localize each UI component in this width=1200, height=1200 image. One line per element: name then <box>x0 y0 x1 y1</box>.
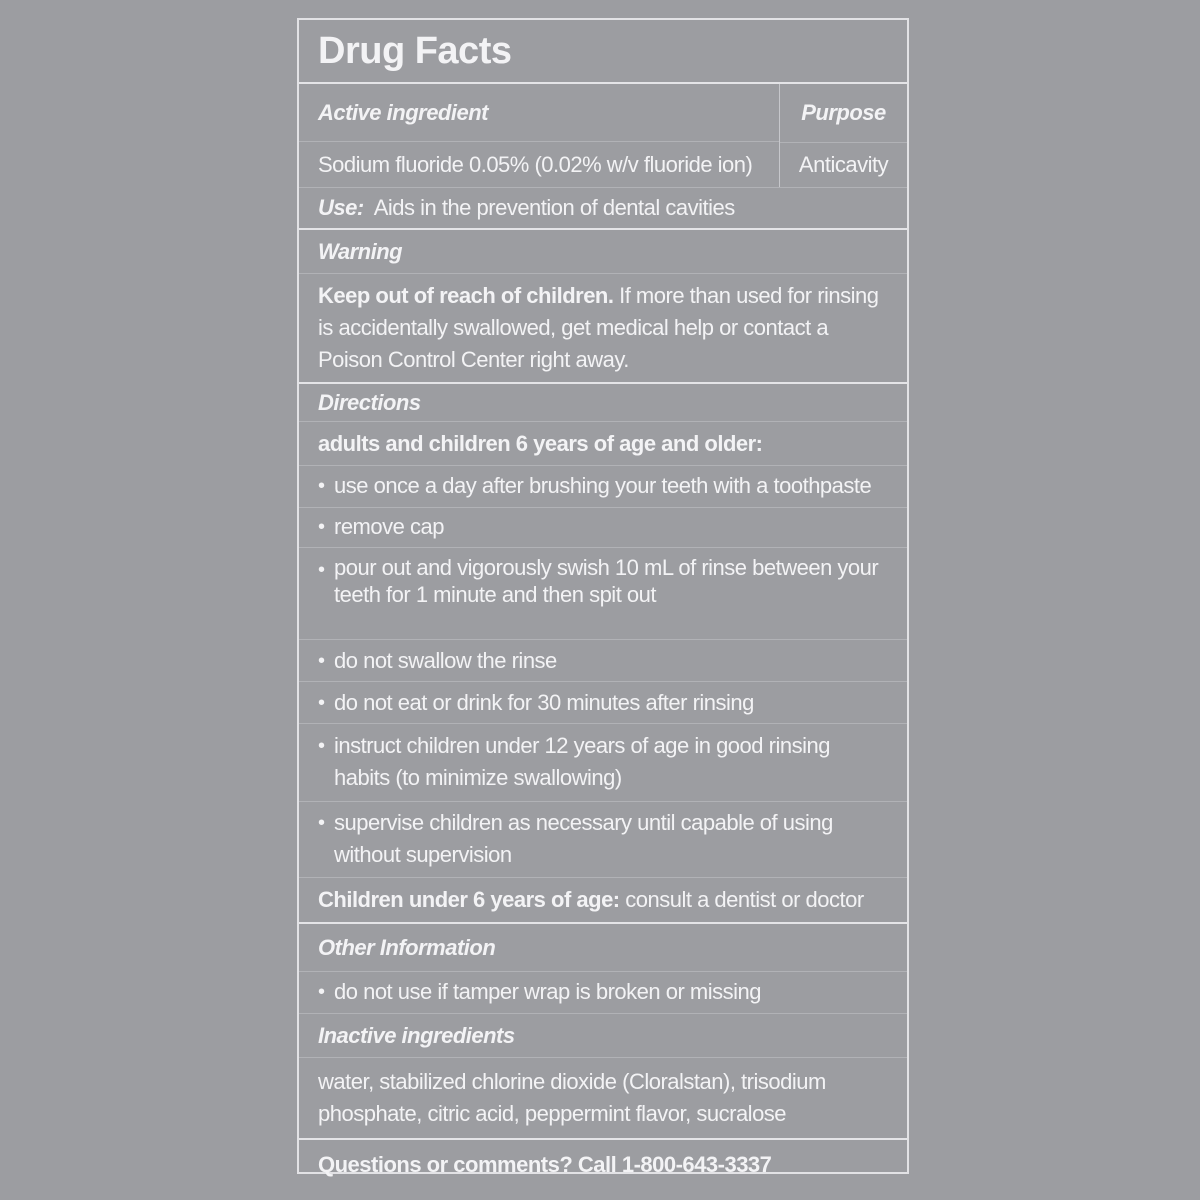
direction-item: do not eat or drink for 30 minutes after rinsing <box>334 690 754 715</box>
directions-heading: Directions <box>318 389 421 415</box>
bullet-icon: • <box>318 650 326 672</box>
direction-item: pour out and vigorously swish 10 mL of rinse between your teeth for 1 minute and then spit out <box>334 555 879 607</box>
list-item <box>299 466 907 508</box>
warning-text: If more than used for rinsing is accidentally swallowed, get medical help or contact a Poison Control Center right away. <box>318 283 879 372</box>
bullet-icon: • <box>318 559 326 581</box>
drug-facts-panel <box>297 18 909 1177</box>
other-info-item: do not use if tamper wrap is broken or missing <box>334 979 761 1004</box>
title-row <box>299 20 907 84</box>
use-text: Aids in the prevention of dental cavities <box>373 195 735 220</box>
other-info-heading: Other Information <box>318 934 496 960</box>
bullet-icon: • <box>318 692 326 714</box>
bullet-icon: • <box>318 475 326 497</box>
direction-item: supervise children as necessary until capable of using without supervision <box>334 810 833 867</box>
list-item <box>299 548 907 640</box>
directions-adults: adults and children 6 years of age and older: <box>318 430 763 456</box>
other-info-heading-row <box>299 924 907 972</box>
children-bold: Children under 6 years of age: <box>318 887 620 912</box>
bullet-icon: • <box>318 981 326 1003</box>
inactive-heading-row <box>299 1014 907 1058</box>
bullet-icon: • <box>318 812 326 834</box>
list-item <box>299 724 907 802</box>
use-row <box>299 188 907 230</box>
warning-paragraph <box>318 280 896 376</box>
children-text: consult a dentist or doctor <box>619 887 864 912</box>
page-title: Drug Facts <box>318 29 512 72</box>
active-ingredient-heading-row <box>299 84 779 142</box>
list-item <box>299 972 907 1014</box>
purpose-heading: Purpose <box>801 100 886 125</box>
direction-item: remove cap <box>334 514 444 539</box>
inactive-text-row <box>299 1058 907 1140</box>
directions-adults-row <box>299 422 907 466</box>
list-item <box>299 508 907 548</box>
children-paragraph <box>318 884 864 916</box>
warning-text-row <box>299 274 907 384</box>
active-ingredient-heading: Active ingredient <box>318 99 488 125</box>
warning-heading: Warning <box>318 238 403 264</box>
warning-heading-row <box>299 230 907 274</box>
purpose-value: Anticavity <box>798 152 889 177</box>
list-item <box>299 682 907 724</box>
direction-item: instruct children under 12 years of age in good rinsing habits (to minimize swallowing) <box>334 733 830 790</box>
list-item <box>299 640 907 682</box>
purpose-column <box>779 84 907 188</box>
direction-item: use once a day after brushing your teeth with a toothpaste <box>334 473 872 498</box>
children-row <box>299 878 907 924</box>
bullet-icon: • <box>318 516 326 538</box>
direction-item: do not swallow the rinse <box>334 648 557 673</box>
active-ingredient-text: Sodium fluoride 0.05% (0.02% w/v fluoride ion) <box>318 152 753 177</box>
use-label: Use: <box>318 195 364 220</box>
bullet-icon: • <box>318 735 326 757</box>
directions-heading-row <box>299 384 907 422</box>
list-item <box>299 802 907 878</box>
questions-row <box>299 1140 907 1190</box>
active-ingredient-row <box>299 142 779 188</box>
warning-bold: Keep out of reach of children. <box>318 283 614 308</box>
inactive-heading: Inactive ingredients <box>318 1022 515 1048</box>
questions-text: Questions or comments? Call 1-800-643-3337 <box>318 1152 772 1177</box>
inactive-text: water, stabilized chlorine dioxide (Cloralstan), trisodium phosphate, citric acid, peppermint flavor, sucralose <box>318 1069 826 1126</box>
